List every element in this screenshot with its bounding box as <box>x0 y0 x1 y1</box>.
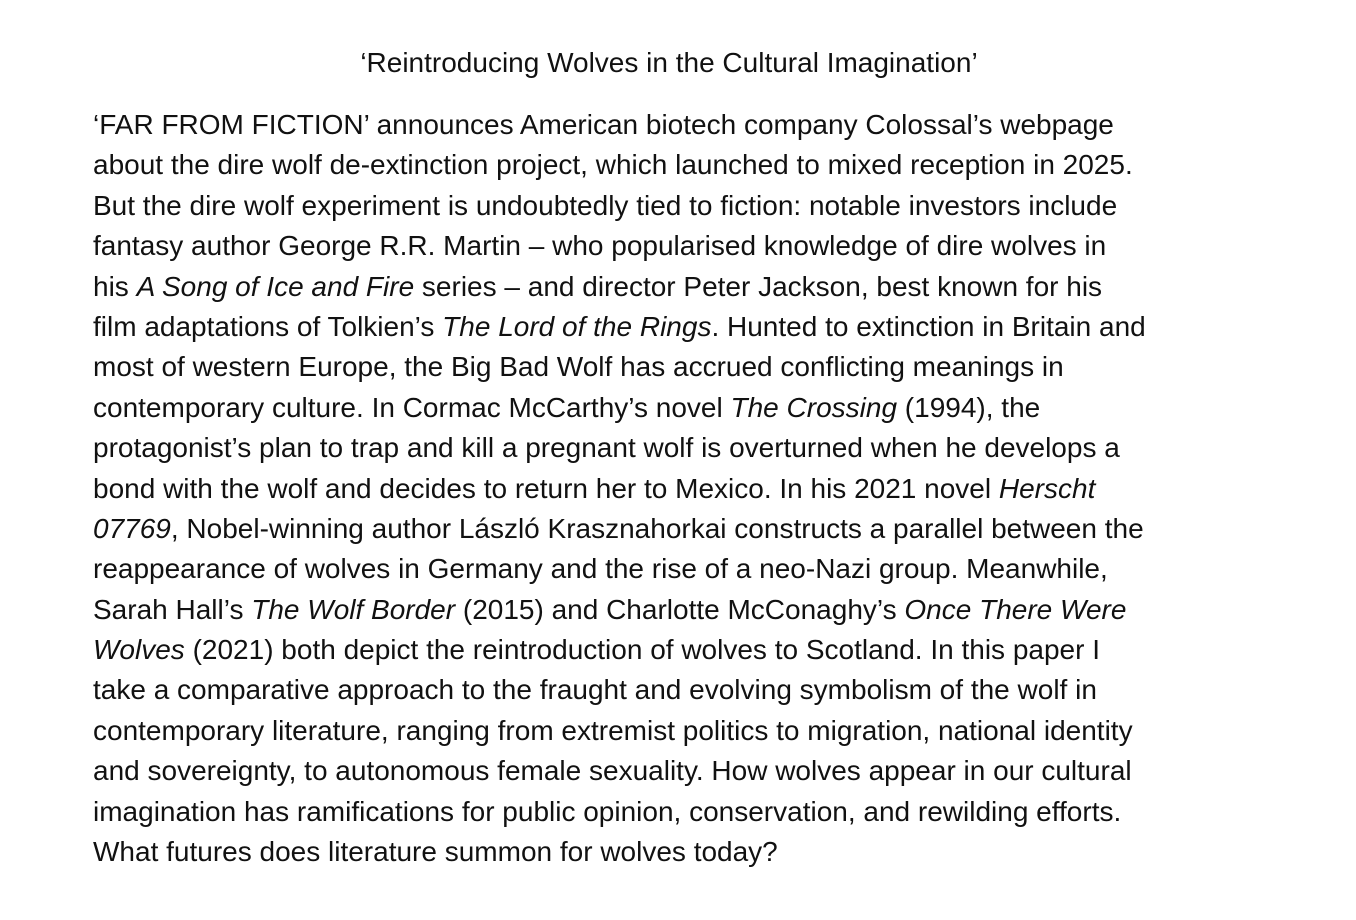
abstract-line <box>93 226 1293 266</box>
abstract-line <box>93 590 1293 630</box>
italic-title-text: The Wolf Border <box>251 593 456 625</box>
text-segment: and sovereignty, to autonomous female sexuality. How wolves appear in our cultural <box>93 755 1132 787</box>
abstract-line <box>93 388 1293 428</box>
italic-title-text: Wolves <box>93 634 185 666</box>
italic-title-text: A Song of Ice and Fire <box>136 270 415 302</box>
text-segment: (2015) and Charlotte McConaghy’s <box>455 593 905 625</box>
text-segment: imagination has ramifications for public opinion, conservation, and rewilding efforts. <box>93 795 1122 827</box>
abstract-line <box>93 549 1293 589</box>
abstract-line <box>93 105 1293 145</box>
text-segment: . Hunted to extinction in Britain and <box>711 310 1146 342</box>
text-segment: ‘FAR FROM FICTION’ announces American biotech company Colossal’s webpage <box>93 109 1114 140</box>
document-title: ‘Reintroducing Wolves in the Cultural Imagination’ <box>360 47 978 78</box>
text-segment: contemporary literature, ranging from extremist politics to migration, national identity <box>93 714 1133 746</box>
text-segment: take a comparative approach to the fraught and evolving symbolism of the wolf in <box>93 674 1097 706</box>
italic-title-text: Herscht <box>998 472 1096 504</box>
italic-title-text: Once There Were <box>904 593 1127 625</box>
italic-title-text: The Crossing <box>730 391 898 423</box>
text-segment: fantasy author George R.R. Martin – who popularised knowledge of dire wolves in <box>93 230 1107 262</box>
abstract-line <box>93 751 1293 791</box>
abstract-line <box>93 630 1293 670</box>
text-segment: What futures does literature summon for wolves today? <box>93 836 778 868</box>
text-segment: Sarah Hall’s <box>93 593 252 625</box>
text-segment: reappearance of wolves in Germany and the rise of a neo-Nazi group. Meanwhile, <box>93 553 1108 585</box>
abstract-line <box>93 145 1293 185</box>
text-segment: , Nobel-winning author László Krasznahorkai constructs a parallel between the <box>170 512 1144 544</box>
abstract-line <box>93 307 1293 347</box>
text-segment: most of western Europe, the Big Bad Wolf has accrued conflicting meanings in <box>93 351 1064 383</box>
italic-title-text: The Lord of the Rings <box>442 310 712 342</box>
text-segment: But the dire wolf experiment is undoubtedly tied to fiction: notable investors include <box>93 189 1118 221</box>
abstract-paragraph <box>93 105 1293 872</box>
text-segment: contemporary culture. In Cormac McCarthy’s novel <box>93 391 731 423</box>
abstract-line <box>93 832 1293 872</box>
abstract-line <box>93 670 1293 710</box>
italic-title-text: 07769 <box>93 512 171 544</box>
abstract-line <box>93 711 1293 751</box>
text-segment: bond with the wolf and decides to return her to Mexico. In his 2021 novel <box>93 472 999 504</box>
text-segment: series – and director Peter Jackson, best known for his <box>414 270 1103 302</box>
text-segment: film adaptations of Tolkien’s <box>93 310 443 342</box>
text-segment: about the dire wolf de-extinction project, which launched to mixed reception in 2025. <box>93 149 1133 181</box>
abstract-line <box>93 347 1293 387</box>
text-segment: (2021) both depict the reintroduction of wolves to Scotland. In this paper I <box>184 634 1101 666</box>
abstract-line <box>93 509 1293 549</box>
abstract-line <box>93 792 1293 832</box>
abstract-line <box>93 267 1293 307</box>
text-segment: (1994), the <box>897 391 1041 423</box>
abstract-line <box>93 186 1293 226</box>
abstract-line <box>93 428 1293 468</box>
abstract-line <box>93 469 1293 509</box>
text-segment: protagonist’s plan to trap and kill a pregnant wolf is overturned when he develops a <box>93 432 1120 464</box>
text-segment: his <box>93 270 137 302</box>
